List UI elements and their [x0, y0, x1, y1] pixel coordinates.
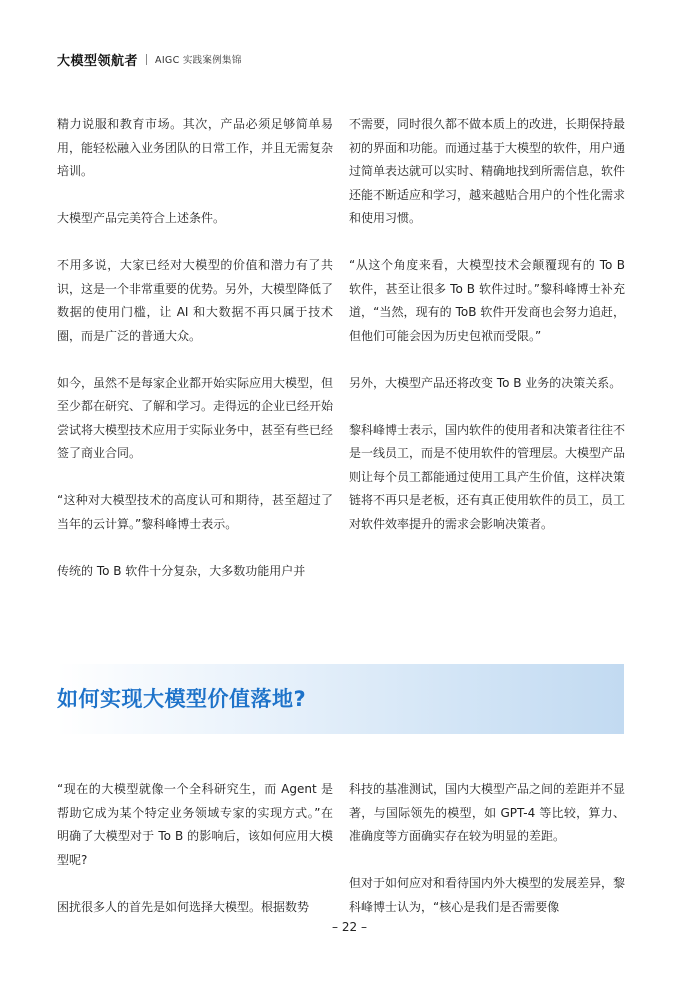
paragraph: 黎科峰博士表示，国内软件的使用者和决策者往往不是一线员工，而是不使用软件的管理层。大模型产品则让每个员工都能通过使用工具产生价值，这样决策链将不再只是老板，还有真正使用软件的员工，员工对软件效率提升的需求会影响决策者。: [349, 422, 626, 531]
paragraph: 不用多说，大家已经对大模型的价值和潜力有了共识，这是一个非常重要的优势。另外，大模型降低了数据的使用门槛，让 AI 和大数据不再只属于技术圈，而是广泛的普通大众。: [57, 258, 334, 343]
paragraph: 困扰很多人的首先是如何选择大模型。根据数势: [57, 899, 310, 914]
page-number: – 22 –: [332, 920, 367, 934]
header-divider: [146, 54, 147, 65]
running-header: [57, 50, 242, 68]
paragraph: 精力说服和教育市场。其次，产品必须足够简单易用，能轻松融入业务团队的日常工作，并且无需复杂培训。: [57, 117, 334, 178]
section1-left-column: [57, 113, 333, 583]
section1-right-column: [349, 113, 625, 536]
section2-left-column: [57, 778, 333, 919]
header-brand: 大模型领航者: [57, 53, 139, 69]
paragraph: 科技的基准测试，国内大模型产品之间的差距并不显著，与国际领先的模型，如 GPT-4 等比较，算力、准确度等方面确实存在较为明显的差距。: [349, 782, 626, 843]
paragraph: 但对于如何应对和看待国内外大模型的发展差异，黎科峰博士认为，“核心是我们是否需要像: [349, 876, 626, 914]
paragraph: 如今，虽然不是每家企业都开始实际应用大模型，但至少都在研究、了解和学习。走得远的企业已经开始尝试将大模型技术应用于实际业务中，甚至有些已经签了商业合同。: [57, 375, 334, 460]
paragraph: “现在的大模型就像一个全科研究生，而 Agent 是帮助它成为某个特定业务领域专家的实现方式。”在明确了大模型对于 To B 的影响后，该如何应用大模型呢?: [57, 782, 333, 867]
paragraph: 大模型产品完美符合上述条件。: [57, 211, 226, 225]
section2-right-column: [349, 778, 625, 919]
paragraph: 另外，大模型产品还将改变 To B 业务的决策关系。: [349, 375, 622, 390]
paragraph: 不需要，同时很久都不做本质上的改进，长期保持最初的界面和功能。而通过基于大模型的软件，用户通过简单表达就可以实时、精确地找到所需信息，软件还能不断适应和学习，越来越贴合用户的个性化需求和使用习惯。: [349, 117, 626, 225]
paragraph: “这种对大模型技术的高度认可和期待，甚至超过了当年的云计算。”黎科峰博士表示。: [57, 493, 333, 531]
header-subtitle: AIGC 实践案例集锦: [155, 55, 242, 66]
paragraph: “从这个角度来看，大模型技术会颠覆现有的 To B 软件，甚至让很多 To B 软件过时。”黎科峰博士补充道，“当然，现有的 ToB 软件开发商也会努力追赶，但他们可能会因为历史包袱而受限。”: [349, 258, 625, 343]
section-heading-banner: [57, 664, 624, 734]
paragraph: 传统的 To B 软件十分复杂，大多数功能用户并: [57, 563, 306, 578]
section-heading: 如何实现大模型价值落地?: [57, 687, 307, 711]
